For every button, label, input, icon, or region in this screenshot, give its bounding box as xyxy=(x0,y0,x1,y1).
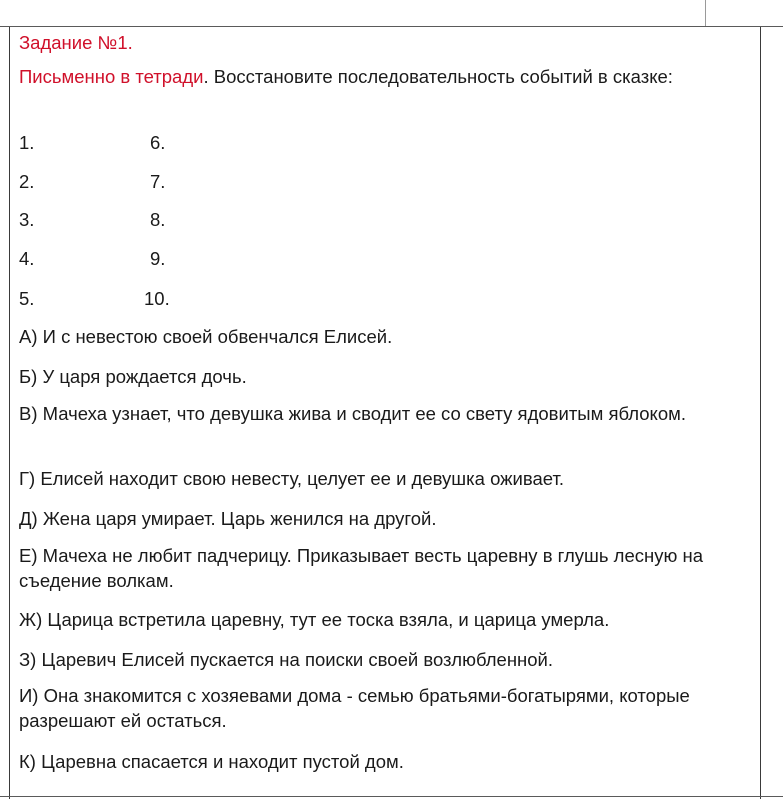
event-d: Д) Жена царя умирает. Царь женился на другой. xyxy=(19,508,437,529)
number-5: 5. xyxy=(19,288,35,309)
bottom-border xyxy=(0,796,783,797)
instruction-text: . Восстановите последовательность событий в сказке: xyxy=(203,66,673,87)
event-e: Е) Мачеха не любит падчерицу. Приказывает весть царевну в глушь лесную на съедение волкам. xyxy=(19,545,703,591)
number-10: 10. xyxy=(144,288,170,309)
number-7: 7. xyxy=(150,171,166,192)
number-9: 9. xyxy=(150,248,166,269)
number-1: 1. xyxy=(19,132,35,153)
event-zh: Ж) Царица встретила царевну, тут ее тоска взяла, и царица умерла. xyxy=(19,609,610,630)
event-i: И) Она знакомится с хозяевами дома - семью братьями-богатырями, которые разрешают ей остаться. xyxy=(19,685,690,731)
top-divider-tick xyxy=(705,0,706,26)
number-6: 6. xyxy=(150,132,166,153)
number-4: 4. xyxy=(19,248,35,269)
instruction-highlight: Письменно в тетради xyxy=(19,66,204,87)
task-instruction xyxy=(19,64,739,90)
event-g: Г) Елисей находит свою невесту, целует ее и девушка оживает. xyxy=(19,468,565,489)
event-b: Б) У царя рождается дочь. xyxy=(19,366,247,387)
event-v: В) Мачеха узнает, что девушка жива и сводит ее со свету ядовитым яблоком. xyxy=(19,403,686,424)
event-z: З) Царевич Елисей пускается на поиски своей возлюбленной. xyxy=(19,649,554,670)
event-k: К) Царевна спасается и находит пустой дом. xyxy=(19,751,404,772)
number-8: 8. xyxy=(150,209,166,230)
number-2: 2. xyxy=(19,171,35,192)
event-a: А) И с невестою своей обвенчался Елисей. xyxy=(19,326,393,347)
number-3: 3. xyxy=(19,209,35,230)
task-title: Задание №1. xyxy=(19,32,133,53)
